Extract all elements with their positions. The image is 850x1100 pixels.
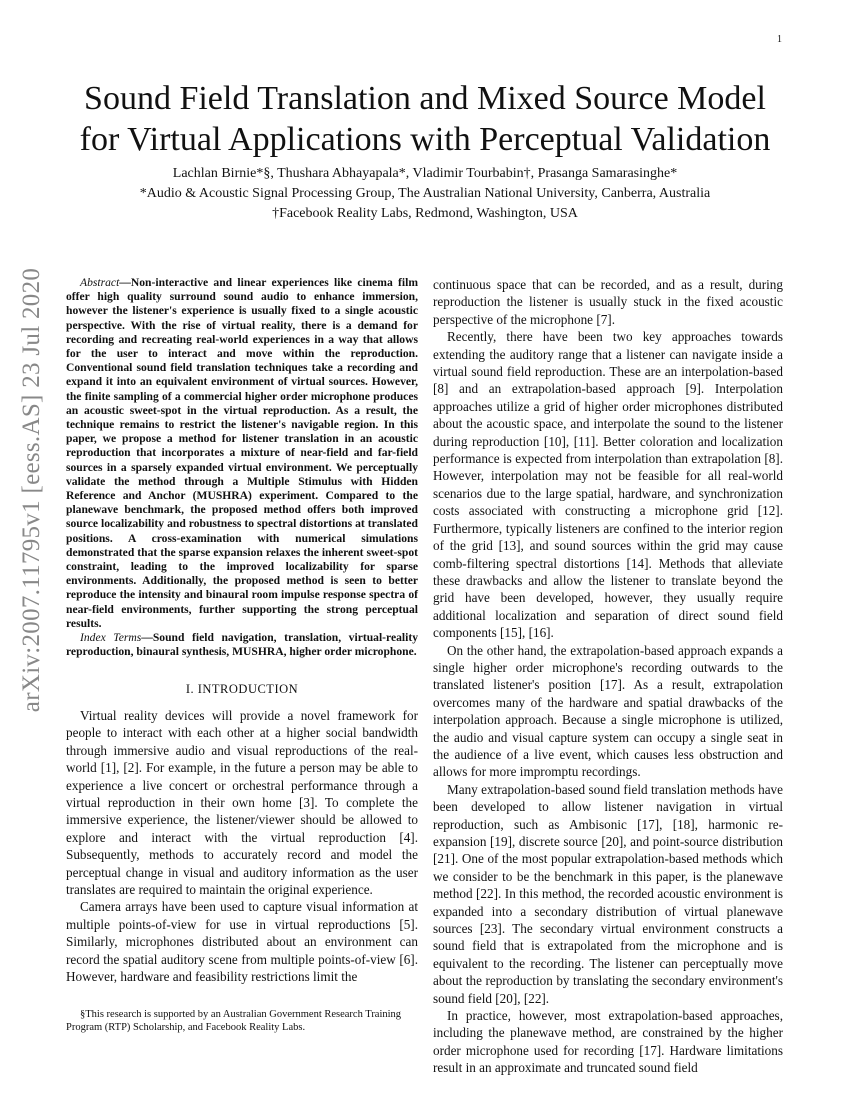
arxiv-stamp [6, 267, 58, 713]
index-terms [66, 631, 418, 659]
right-paragraph-1: continuous space that can be recorded, and as a result, during reproduction the listener is usually stuck in the fixed acoustic perspective of the microphone [7]. [433, 277, 783, 327]
paper-title: Sound Field Translation and Mixed Source Model for Virtual Applications with Perceptual Validation [79, 80, 771, 158]
affiliation-2: †Facebook Reality Labs, Redmond, Washington, USA [272, 206, 578, 221]
page-number: 1 [777, 34, 782, 45]
right-paragraph-5: In practice, however, most extrapolation-based approaches, including the planewave method, are constrained by the higher order microphone used for recording [17]. Hardware limitations result in an approximate and truncated sound field [433, 1008, 783, 1076]
footnote [66, 1008, 418, 1034]
footnote-text: §This research is supported by an Australian Government Research Training Program (RTP) Scholarship, and Facebook Reality Labs. [66, 1009, 402, 1033]
arxiv-stamp-text: arXiv:2007.11795v1 [eess.AS] 23 Jul 2020 [18, 267, 45, 713]
author-block [60, 164, 790, 224]
abstract [66, 276, 418, 631]
right-paragraph-3: On the other hand, the extrapolation-based approach expands a single higher order microphone's recording outwards to the translated listener's position [17]. As a result, extrapolation overcomes many of the hardware and spatial drawbacks of the interpolation approach. Because a single microphone is utilized, the audio and visual capture system can occupy a single seat in the audience of a live event, which causes less obstruction and allows for more impromptu recordings. [433, 642, 783, 780]
right-column [433, 276, 783, 1077]
author-names: Lachlan Birnie*§, Thushara Abhayapala*, Vladimir Tourbabin†, Prasanga Samarasinghe* [172, 166, 678, 181]
abstract-lead: Abstract [80, 276, 120, 289]
intro-paragraph-1: Virtual reality devices will provide a novel framework for people to interact with each other at a higher social bandwidth through immersive audio and visual reproductions of the real-world [1], [2]. For example, in the future a person may be able to experience a live concert or orchestral performance through a virtual reproduction in their own home [3]. To complete the immersive experience, the listener/viewer should be allowed to explore and interact with the virtual reproduction [4]. Subsequently, methods to accurately record and model the perceptual change in visual and auditory information as the user translates are required to maintain the original experience. [66, 707, 418, 897]
section-heading-introduction: I. INTRODUCTION [185, 682, 299, 697]
index-terms-text: —Sound field navigation, translation, virtual-reality reproduction, binaural synthesis, MUSHRA, higher order microphone. [66, 631, 419, 659]
index-terms-lead: Index Terms [80, 631, 142, 645]
intro-paragraph-2: Camera arrays have been used to capture visual information at multiple points-of-view for use in virtual reproductions [5]. Similarly, microphones distributed about an environment can record the spatial auditory scene from multiple points-of-view [6]. However, hardware and feasibility restrictions limit the [66, 899, 418, 984]
right-paragraph-4: Many extrapolation-based sound field translation methods have been developed to allow listener navigation in virtual reproduction, such as Ambisonic [17], [18], harmonic re-expansion [19], discrete source [20], and point-source distribution [21]. One of the most popular extrapolation-based methods which we consider to be the benchmark in this paper, is the planewave method [22]. In this method, the recorded acoustic environment is expanded into a secondary distribution of virtual planewave sources [23]. The secondary virtual environment constructs a sound field that is extrapolated from the microphone and is equivalent to the recording. The listener can perceptually move about the reproduction by translating the secondary environment's sound field [20], [22]. [433, 781, 783, 1006]
abstract-text: —Non-interactive and linear experiences like cinema film offer high quality surround sound audio to enhance immersion, however the listener's experience is usually fixed to a single acoustic perspective. With the rise of virtual reality, there is a demand for recording and recreating real-world experiences in a way that allows for the user to interact and move within the reproduction. Conventional sound field translation techniques take a recording and expand it into an equivalent environment of virtual sources. However, the finite sampling of a commercial higher order microphone produces an acoustic sweet-spot in the virtual reproduction. As a result, the technique remains to restrict the listener's navigable region. In this paper, we propose a method for listener translation in an acoustic reproduction that incorporates a mixture of near-field and far-field sources in a sparsely expanded virtual environment. We perceptually validate the method through a Multiple Stimulus with Hidden Reference and Anchor (MUSHRA) experiment. Compared to the planewave benchmark, the proposed method offers both improved source localizability and robustness to spectral distortions at translated positions. A cross-examination with numerical simulations demonstrated that the sparse expansion relaxes the inherent sweet-spot constraint, leading to the improved localizability for sparse environments. Additionally, the proposed method is seen to better reproduce the intensity and binaural room impulse response spectra of near-field environments, further supporting the strong perceptual results. [66, 276, 418, 630]
right-paragraph-2: Recently, there have been two key approaches towards extending the auditory range that a listener can navigate inside a virtual sound field reproduction. These are an interpolation-based [8] and an extrapolation-based approach [9]. Interpolation approaches utilize a grid of higher order microphones distributed about the acoustic space, and interpolate the sound to the listener during reproduction [10], [11]. Better coloration and localization performance is expected from interpolation than extrapolation [8]. However, interpolation may not be feasible for all real-world scenarios due to the large spatial, hardware, and synchronization costs associated with constructing a microphone grid [12]. Furthermore, typically listeners are confined to the interior region of the grid [13], and sound sources within the grid may cause comb-filtering spectral distortions [14]. Methods that alleviate these drawbacks and allow the listener to translate beyond the grid have been developed, however, they usually require additional localization and separation of direct sound field components [15], [16]. [433, 329, 783, 641]
affiliation-1: *Audio & Acoustic Signal Processing Group, The Australian National University, Canberra, Australia [139, 186, 711, 201]
left-column [66, 276, 418, 985]
